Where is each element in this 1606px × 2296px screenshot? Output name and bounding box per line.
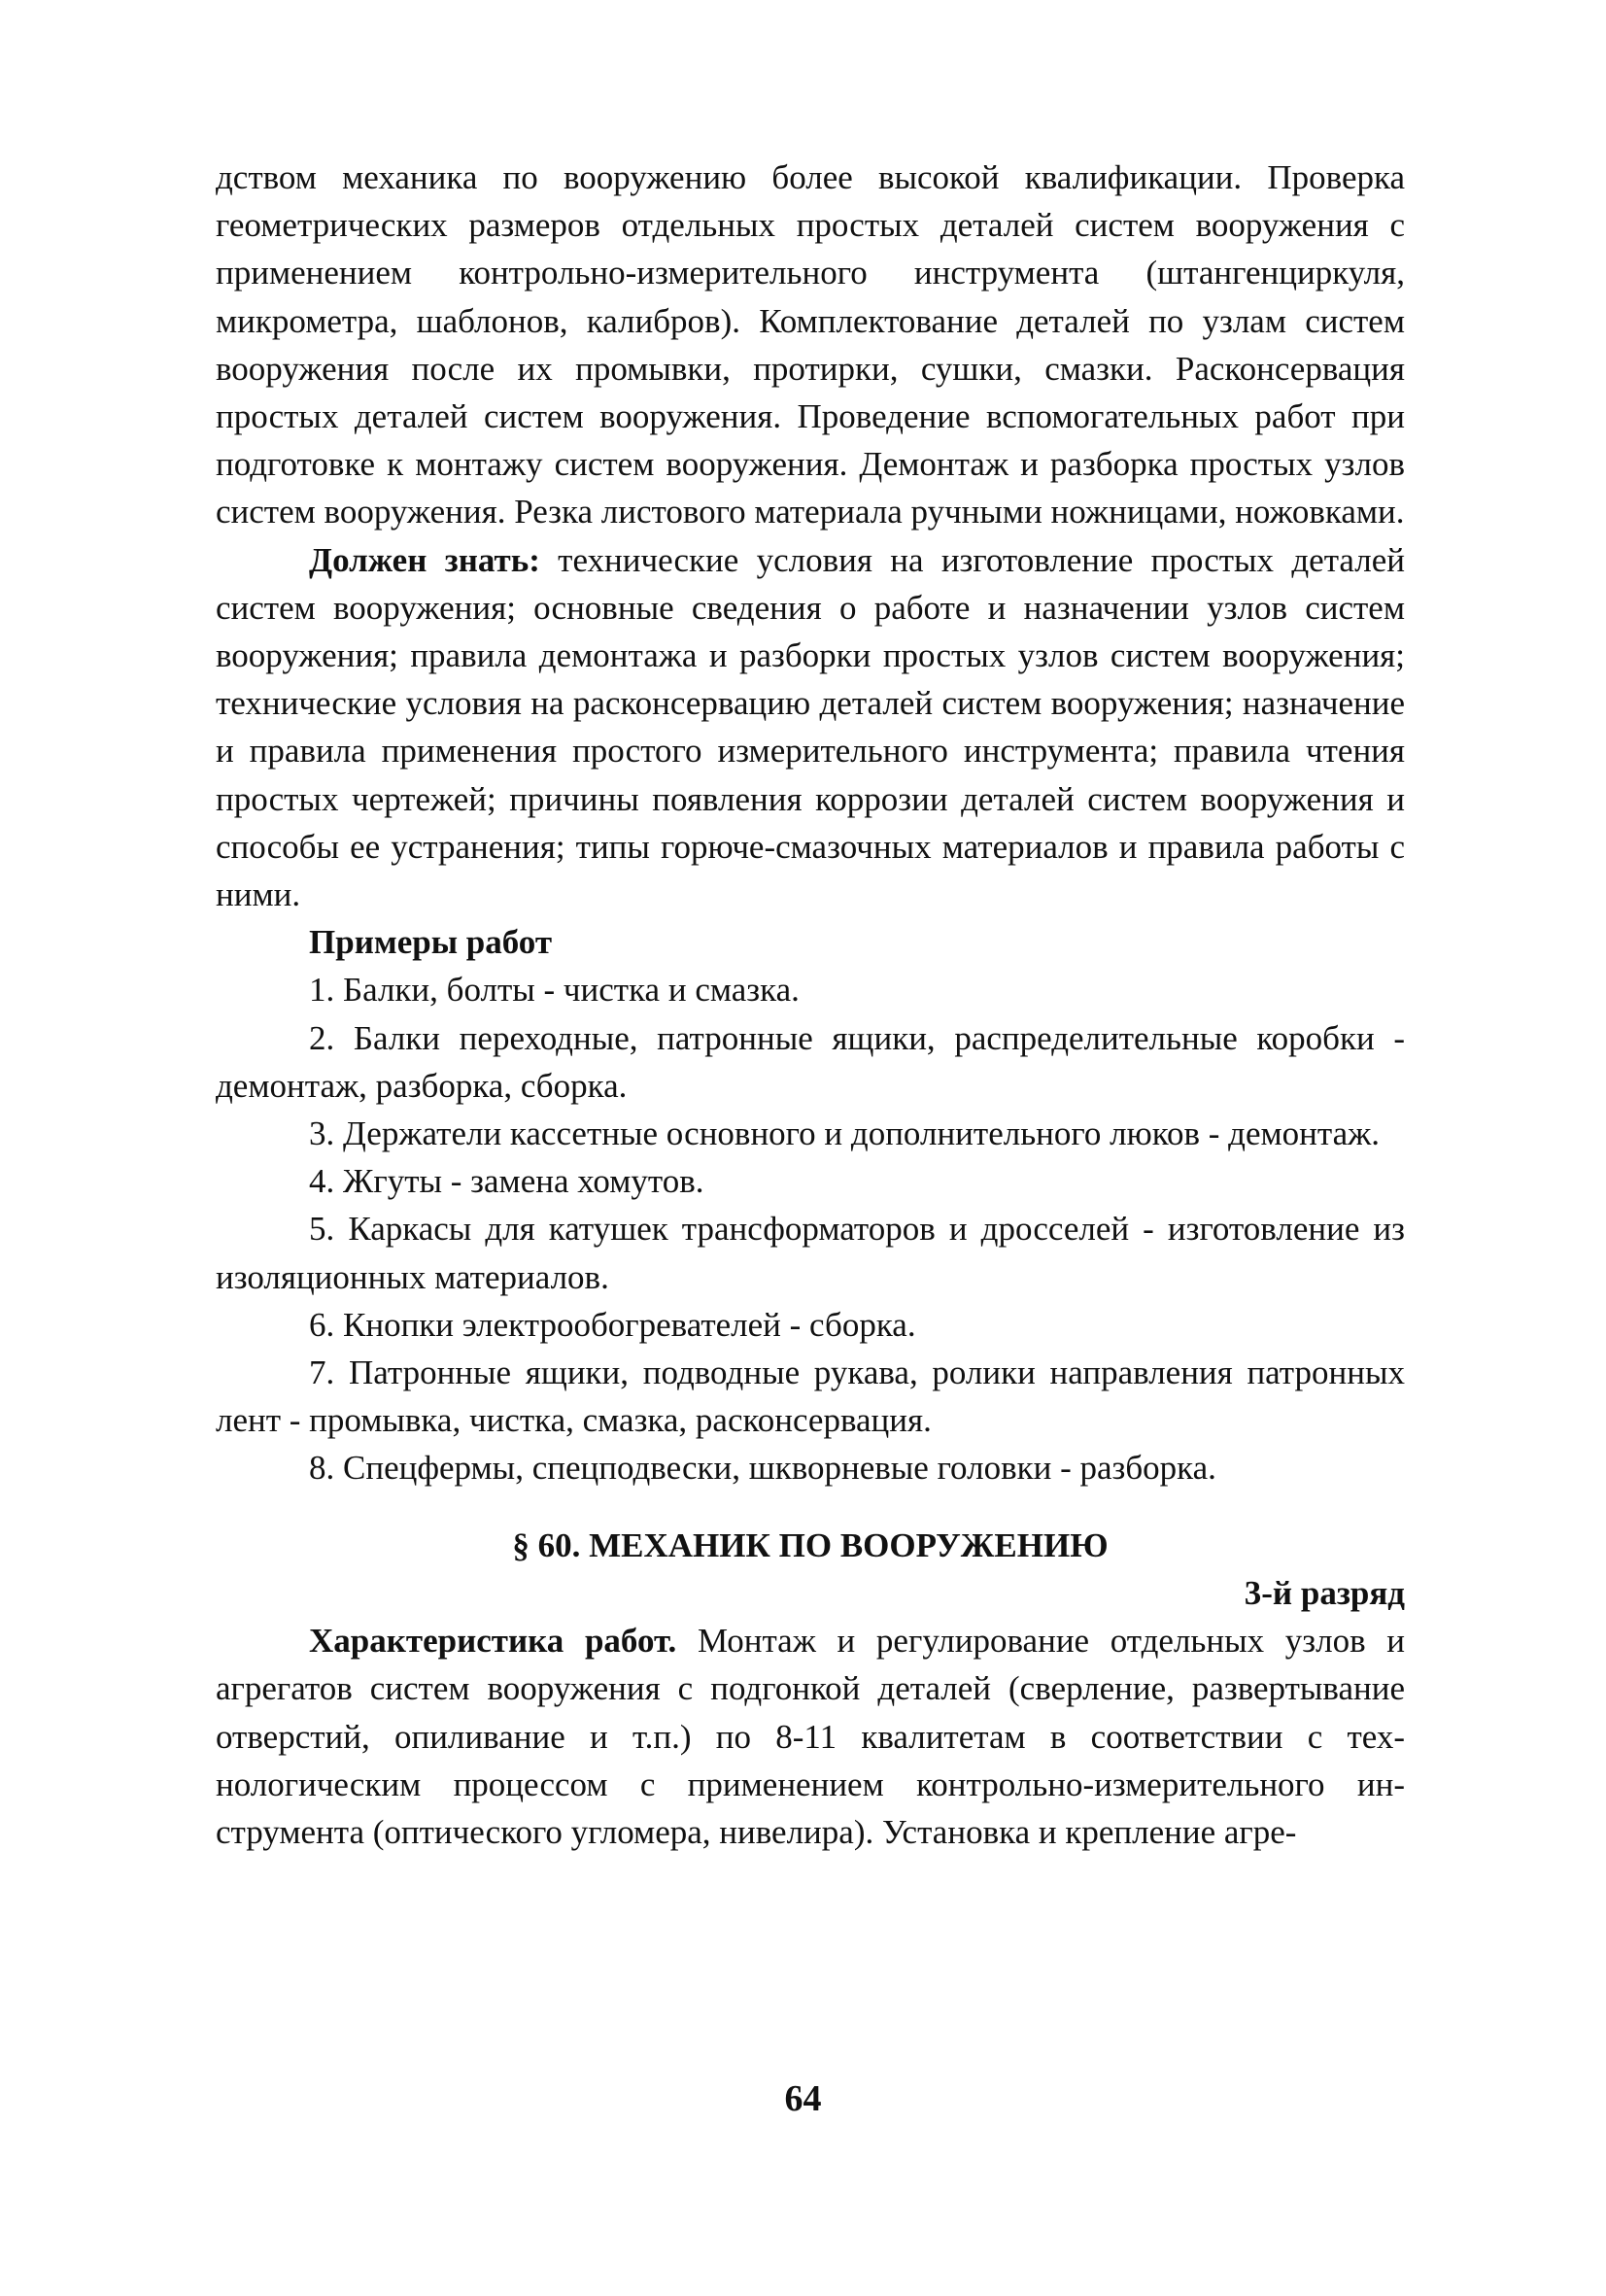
example-item-3: 3. Держатели кассетные основного и дополнительного люков - демонтаж. [309, 1114, 1381, 1153]
section-title: § 60. МЕХАНИК ПО ВООРУЖЕНИЮ [512, 1525, 1109, 1564]
examples-title: Примеры работ [309, 923, 553, 962]
work-characteristics-text: Монтаж и регулирование отдельных узлов и агрегатов систем вооружения с подгонкой деталей (сверление, развертывание отверстий, опиливание и т.п.) по 8-11 квалитетам в соответствии с технологическим процессом с применением контрольно-измерительного инструмента (оптического угломера, нивелира). Установка и крепление агре- [216, 1622, 1405, 1851]
example-item-2: 2. Балки переходные, патронные ящики, распределительные коробки - демонтаж, разборка, сборка. [216, 1018, 1405, 1105]
example-item-5: 5. Каркасы для катушек трансформаторов и дросселей - изготовление из изоляционных материалов. [216, 1210, 1405, 1296]
example-item-6: 6. Кнопки электрообогревателей - сборка. [309, 1305, 916, 1344]
example-item-1: 1. Балки, болты - чистка и смазка. [309, 971, 800, 1010]
page-content [216, 154, 1405, 1856]
intro-paragraph: дством механика по вооружению более высокой квалификации. Проверка геометрических размеров отдельных простых деталей систем вооружения с применением контрольно-измерительного инструмента (штангенциркуля, микрометра, шаблонов, калибров). Комплектование деталей по узлам систем вооружения после их промывки, протирки, сушки, смазки. Расконсервация простых деталей систем вооружения. Проведение вспомогательных работ при подготовке к монтажу систем вооружения. Демонтаж и разборка простых узлов систем вооружения. Резка листового материала ручными ножницами, ножовками. [216, 158, 1405, 531]
grade-label: 3-й разряд [1244, 1573, 1405, 1612]
example-item-4: 4. Жгуты - замена хомутов. [309, 1162, 704, 1201]
work-characteristics-paragraph [216, 1617, 1405, 1856]
must-know-text: технические условия на изготовление простых деталей систем вооружения; основные сведения о работе и назначении узлов систем вооружения; правила демонтажа и разборки простых узлов систем вооружения; технические условия на расконсервацию деталей систем вооружения; назначение и правила применения простого измерительного инструмента; правила чтения простых чертежей; причины появления коррозии деталей систем вооружения и способы ее устранения; типы горюче-смазочных материалов и правила работы с ними. [216, 540, 1405, 914]
work-characteristics-label: Характеристика работ. [309, 1622, 677, 1661]
example-item-8: 8. Спецфермы, спецподвески, шкворневые головки - разборка. [309, 1449, 1216, 1488]
must-know-label: Должен знать: [309, 540, 540, 579]
page-number: 64 [784, 2078, 822, 2119]
must-know-paragraph [216, 536, 1405, 919]
example-item-7: 7. Патронные ящики, подводные рукава, ролики направления патронных лент - промывка, чистка, смазка, расконсервация. [216, 1354, 1405, 1440]
